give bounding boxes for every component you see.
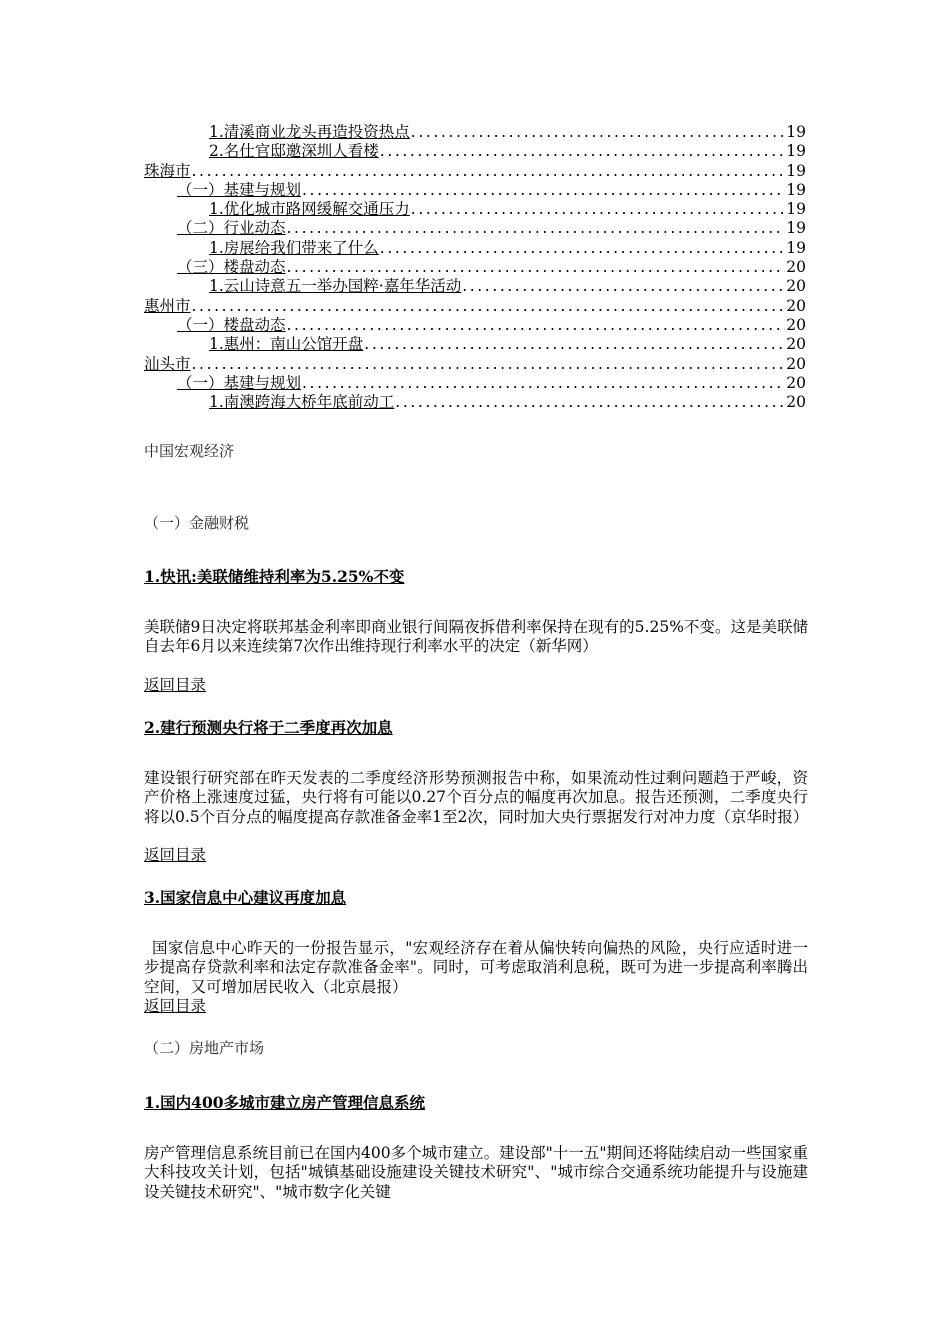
toc-entry[interactable] [144, 200, 806, 219]
toc-leader-dots [380, 239, 785, 258]
toc-entry[interactable] [144, 123, 806, 142]
back-to-toc-link[interactable]: 返回目录 [144, 997, 207, 1015]
toc-leader-dots [380, 142, 785, 161]
toc-entry[interactable] [144, 219, 806, 238]
toc-page-number: 20 [786, 354, 806, 373]
toc-entry-link[interactable]: （一）基建与规划 [177, 373, 302, 392]
back-to-toc-link[interactable]: 返回目录 [144, 846, 207, 864]
toc-page-number: 20 [786, 393, 806, 412]
toc-leader-dots [287, 219, 786, 238]
toc-page-number: 20 [786, 258, 806, 277]
back-to-toc-link[interactable]: 返回目录 [144, 676, 207, 694]
toc-entry[interactable] [144, 316, 806, 335]
toc-page-number: 19 [786, 142, 806, 161]
article-body: 建设银行研究部在昨天发表的二季度经济形势预测报告中称，如果流动性过剩问题趋于严峻，资产价格上涨速度过猛，央行将有可能以0.27个百分点的幅度再次加息。报告还预测，二季度央行将以0.5个百分点的幅度提高存款准备金率1至2次，同时加大央行票据发行对冲力度（京华时报） [144, 769, 809, 826]
article-body: 美联储9日决定将联邦基金利率即商业银行间隔夜拆借利率保持在现有的5.25%不变。这是美联储自去年6月以来连续第7次作出维持现行利率水平的决定（新华网） [144, 618, 808, 656]
toc-entry[interactable] [144, 181, 806, 200]
toc-leader-dots [462, 277, 785, 296]
toc-leader-dots [364, 335, 785, 354]
toc-entry[interactable] [144, 162, 806, 181]
toc-page-number: 19 [786, 200, 806, 219]
toc-page-number: 20 [786, 277, 806, 296]
toc-entry-link[interactable]: 1.惠州：南山公馆开盘 [209, 335, 364, 354]
toc-entry[interactable] [144, 393, 806, 412]
toc-entry[interactable] [144, 374, 806, 393]
toc-leader-dots [287, 258, 786, 277]
article-title[interactable]: 2.建行预测央行将于二季度再次加息 [144, 718, 393, 737]
toc-leader-dots [395, 393, 785, 412]
toc-leader-dots [302, 374, 785, 393]
toc-entry-link[interactable]: （二）行业动态 [177, 219, 286, 238]
toc-page-number: 19 [786, 161, 806, 180]
toc-entry-link[interactable]: 2.名仕官邸邀深圳人看楼 [209, 142, 379, 161]
toc-leader-dots [192, 297, 786, 316]
toc-entry-link[interactable]: 珠海市 [144, 161, 191, 180]
toc-entry-link[interactable]: （一）基建与规划 [177, 180, 302, 199]
toc-page-number: 19 [786, 219, 806, 238]
toc-page-number: 20 [786, 335, 806, 354]
article-body: 国家信息中心昨天的一份报告显示，"宏观经济存在着从偏快转向偏热的风险，央行应适时进一步提高存贷款利率和法定存款准备金率"。同时，可考虑取消利息税，既可为进一步提高利率腾出空间，又可增加居民收入（北京晨报） [144, 939, 808, 996]
toc-leader-dots [411, 123, 785, 142]
article-title[interactable]: 1.国内400多城市建立房产管理信息系统 [144, 1093, 426, 1112]
toc-leader-dots [192, 162, 786, 181]
toc-leader-dots [302, 181, 785, 200]
toc-page-number: 19 [786, 123, 806, 141]
toc-page-number: 19 [786, 238, 806, 257]
article-body: 房产管理信息系统目前已在国内400多个城市建立。建设部"十一五"期间还将陆续启动一些国家重大科技攻关计划，包括"城镇基础设施建设关键技术研究"、"城市综合交通系统功能提升与设施建设关键技术研究"、"城市数字化关键 [144, 1144, 808, 1201]
toc-entry-link[interactable]: 1.云山诗意五一举办国粹·嘉年华活动 [209, 277, 462, 296]
subsection-title: （一）金融财税 [144, 514, 250, 532]
toc-page-number: 20 [786, 373, 806, 392]
toc-entry[interactable] [144, 239, 806, 258]
toc-page-number: 19 [786, 180, 806, 199]
toc-entry-link[interactable]: 1.优化城市路网缓解交通压力 [209, 200, 410, 219]
article-title[interactable]: 3.国家信息中心建议再度加息 [144, 888, 347, 907]
toc-leader-dots [411, 200, 785, 219]
subsection-title: （二）房地产市场 [144, 1039, 265, 1057]
toc-entry-link[interactable]: （三）楼盘动态 [177, 258, 286, 277]
toc-leader-dots [192, 355, 786, 374]
toc-entry[interactable] [144, 297, 806, 316]
toc-entry-link[interactable]: 惠州市 [144, 296, 191, 315]
toc-entry-link[interactable]: 汕头市 [144, 354, 191, 373]
toc-leader-dots [287, 316, 786, 335]
toc-entry-link[interactable]: 1.清溪商业龙头再造投资热点 [209, 123, 410, 141]
toc-entry[interactable] [144, 335, 806, 354]
toc-entry[interactable] [144, 142, 806, 161]
article-title[interactable]: 1.快讯:美联储维持利率为5.25%不变 [144, 567, 405, 586]
toc-entry-link[interactable]: （一）楼盘动态 [177, 315, 286, 334]
section-title: 中国宏观经济 [144, 442, 235, 460]
toc-entry[interactable] [144, 355, 806, 374]
table-of-contents [144, 123, 806, 412]
toc-entry-link[interactable]: 1.南澳跨海大桥年底前动工 [209, 393, 395, 412]
toc-page-number: 20 [786, 315, 806, 334]
toc-entry-link[interactable]: 1.房展给我们带来了什么 [209, 238, 379, 257]
toc-entry[interactable] [144, 258, 806, 277]
toc-page-number: 20 [786, 296, 806, 315]
toc-entry[interactable] [144, 277, 806, 296]
